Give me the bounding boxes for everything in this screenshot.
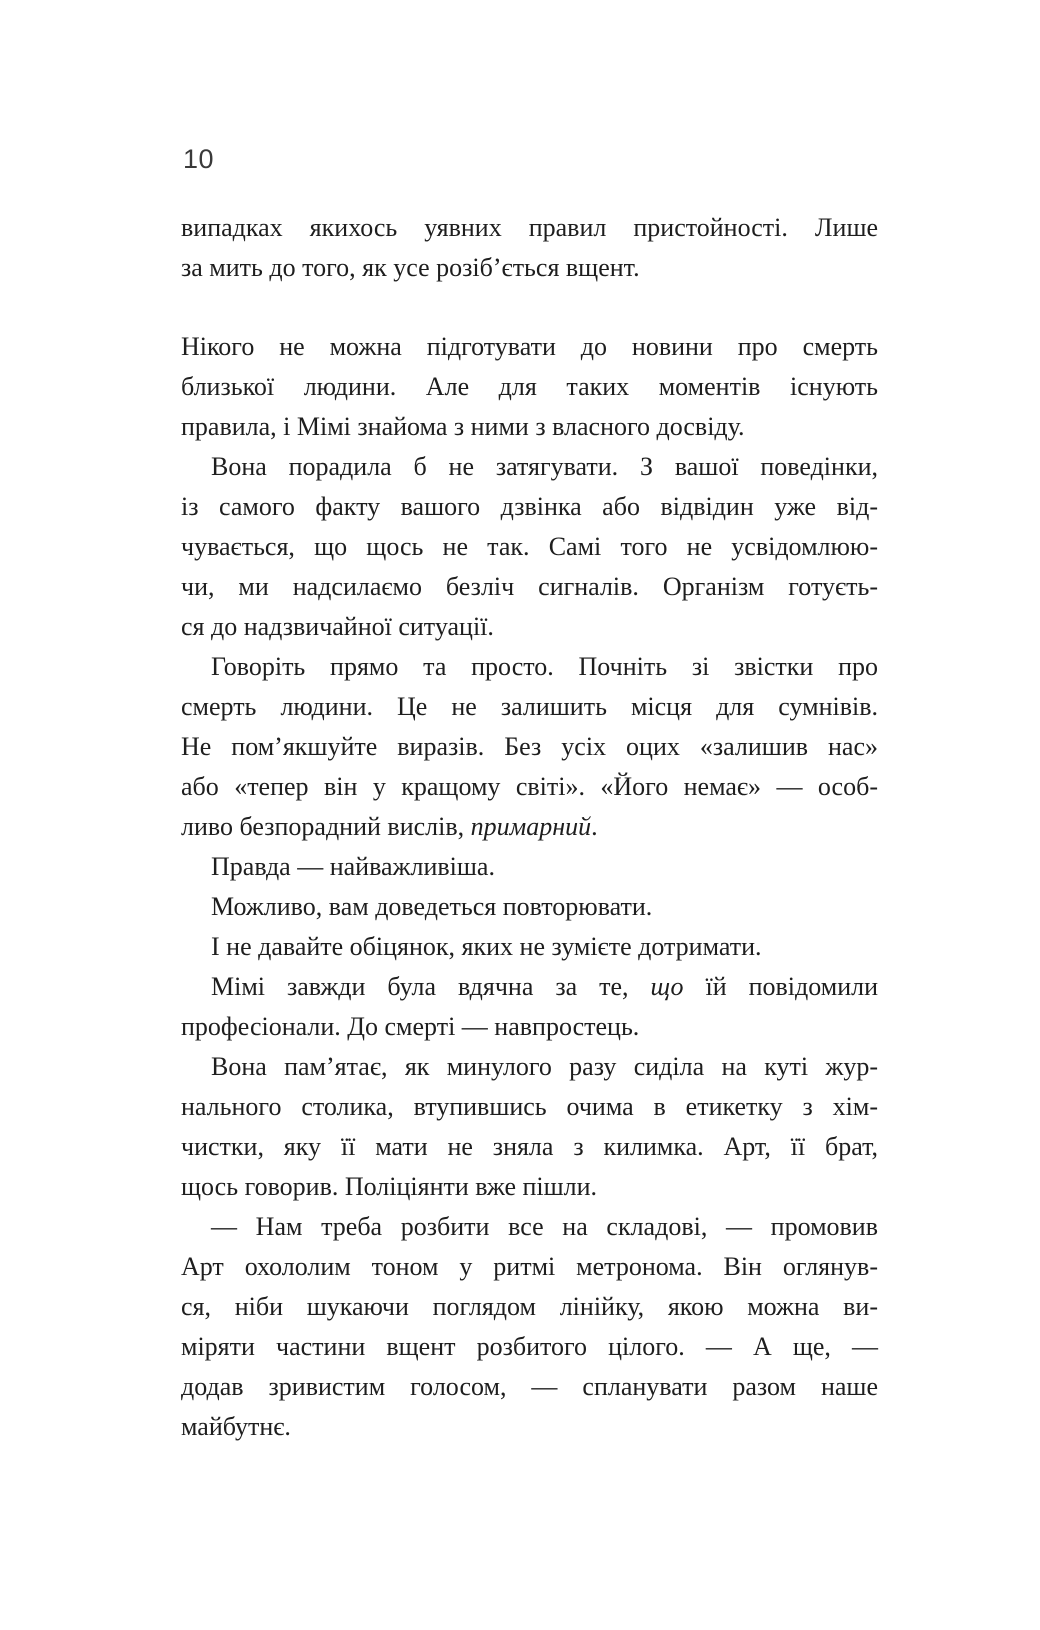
- italic-text: примарний: [470, 812, 592, 841]
- text-line: [181, 887, 878, 927]
- text-line: [181, 607, 878, 647]
- text-segment: правила, і Мімі знайома з ними з власного досвіду.: [181, 412, 745, 441]
- text-line: [181, 1247, 878, 1287]
- paragraph: [181, 887, 878, 927]
- paragraph: [181, 967, 878, 1047]
- text-segment: Говоріть прямо та просто. Почніть зі звістки про: [211, 652, 878, 681]
- text-segment: чистки, яку її мати не зняла з килимка. Арт, її брат,: [181, 1132, 878, 1161]
- text-segment: Можливо, вам доведеться повторювати.: [211, 892, 653, 921]
- text-line: [181, 1327, 878, 1367]
- page-number: 10: [183, 144, 215, 174]
- paragraph: [181, 647, 878, 847]
- text-line: [181, 767, 878, 807]
- text-segment: смерть людини. Це не залишить місця для сумнівів.: [181, 692, 878, 721]
- text-segment: Правда — найважливіша.: [211, 852, 495, 881]
- text-line: [181, 1207, 878, 1247]
- text-segment: .: [591, 812, 598, 841]
- text-block: [181, 208, 878, 1447]
- paragraph: [181, 327, 878, 447]
- text-segment: ливо безпорадний вислів,: [181, 812, 471, 841]
- text-line: [181, 1047, 878, 1087]
- text-segment: ся до надзвичайної ситуації.: [181, 612, 494, 641]
- text-line: [181, 1367, 878, 1407]
- text-segment: Не пом’якшуйте виразів. Без усіх оцих «залишив нас»: [181, 732, 878, 761]
- text-segment: — Нам треба розбити все на складові, — промовив: [211, 1212, 878, 1241]
- text-segment: Вона порадила б не затягувати. З вашої поведінки,: [211, 452, 878, 481]
- text-line: [181, 1127, 878, 1167]
- text-segment: їй повідомили: [683, 972, 878, 1001]
- text-line: [181, 367, 878, 407]
- text-line: [181, 687, 878, 727]
- paragraph: [181, 1207, 878, 1447]
- paragraph: [181, 1047, 878, 1207]
- paragraph: [181, 208, 878, 288]
- text-line: [181, 727, 878, 767]
- text-segment: Арт охололим тоном у ритмі метронома. Він оглянув-: [181, 1252, 878, 1281]
- text-segment: нального столика, втупившись очима в етикетку з хім-: [181, 1092, 878, 1121]
- text-segment: або «тепер він у кращому світі». «Його немає» — особ-: [181, 772, 878, 801]
- text-line: [181, 567, 878, 607]
- text-line: [181, 1007, 878, 1047]
- text-segment: додав зривистим голосом, — спланувати разом наше: [181, 1372, 878, 1401]
- text-segment: близької людини. Але для таких моментів існують: [181, 372, 878, 401]
- text-line: [181, 847, 878, 887]
- text-line: [181, 327, 878, 367]
- text-line: [181, 208, 878, 248]
- text-line: [181, 1407, 878, 1447]
- text-segment: професіонали. До смерті — навпростець.: [181, 1012, 640, 1041]
- text-line: [181, 1287, 878, 1327]
- text-line: [181, 447, 878, 487]
- text-segment: щось говорив. Поліціянти вже пішли.: [181, 1172, 598, 1201]
- text-segment: із самого факту вашого дзвінка або відвідин уже від-: [181, 492, 878, 521]
- text-segment: випадках якихось уявних правил пристойності. Лише: [181, 213, 878, 242]
- text-segment: І не давайте обіцянок, яких не зумієте дотримати.: [211, 932, 762, 961]
- text-line: [181, 927, 878, 967]
- paragraph: [181, 847, 878, 887]
- italic-text: що: [650, 972, 684, 1001]
- text-line: [181, 1087, 878, 1127]
- text-line: [181, 1167, 878, 1207]
- text-line: [181, 407, 878, 447]
- text-segment: чи, ми надсилаємо безліч сигналів. Організм готуєть-: [181, 572, 878, 601]
- paragraph: [181, 927, 878, 967]
- text-line: [181, 527, 878, 567]
- text-segment: майбутнє.: [181, 1412, 291, 1441]
- text-segment: Нікого не можна підготувати до новини про смерть: [181, 332, 878, 361]
- text-segment: міряти частини вщент розбитого цілого. — А ще, —: [181, 1332, 878, 1361]
- text-line: [181, 647, 878, 687]
- text-line: [181, 248, 878, 288]
- text-line: [181, 807, 878, 847]
- text-segment: Вона пам’ятає, як минулого разу сиділа на куті жур-: [211, 1052, 878, 1081]
- paragraph: [181, 447, 878, 647]
- text-segment: ся, ніби шукаючи поглядом лінійку, якою можна ви-: [181, 1292, 878, 1321]
- text-line: [181, 487, 878, 527]
- text-segment: за мить до того, як усе розіб’ється вщент.: [181, 253, 640, 282]
- text-segment: Мімі завжди була вдячна за те,: [211, 972, 651, 1001]
- text-line: [181, 967, 878, 1007]
- text-segment: чувається, що щось не так. Самі того не усвідомлюю-: [181, 532, 878, 561]
